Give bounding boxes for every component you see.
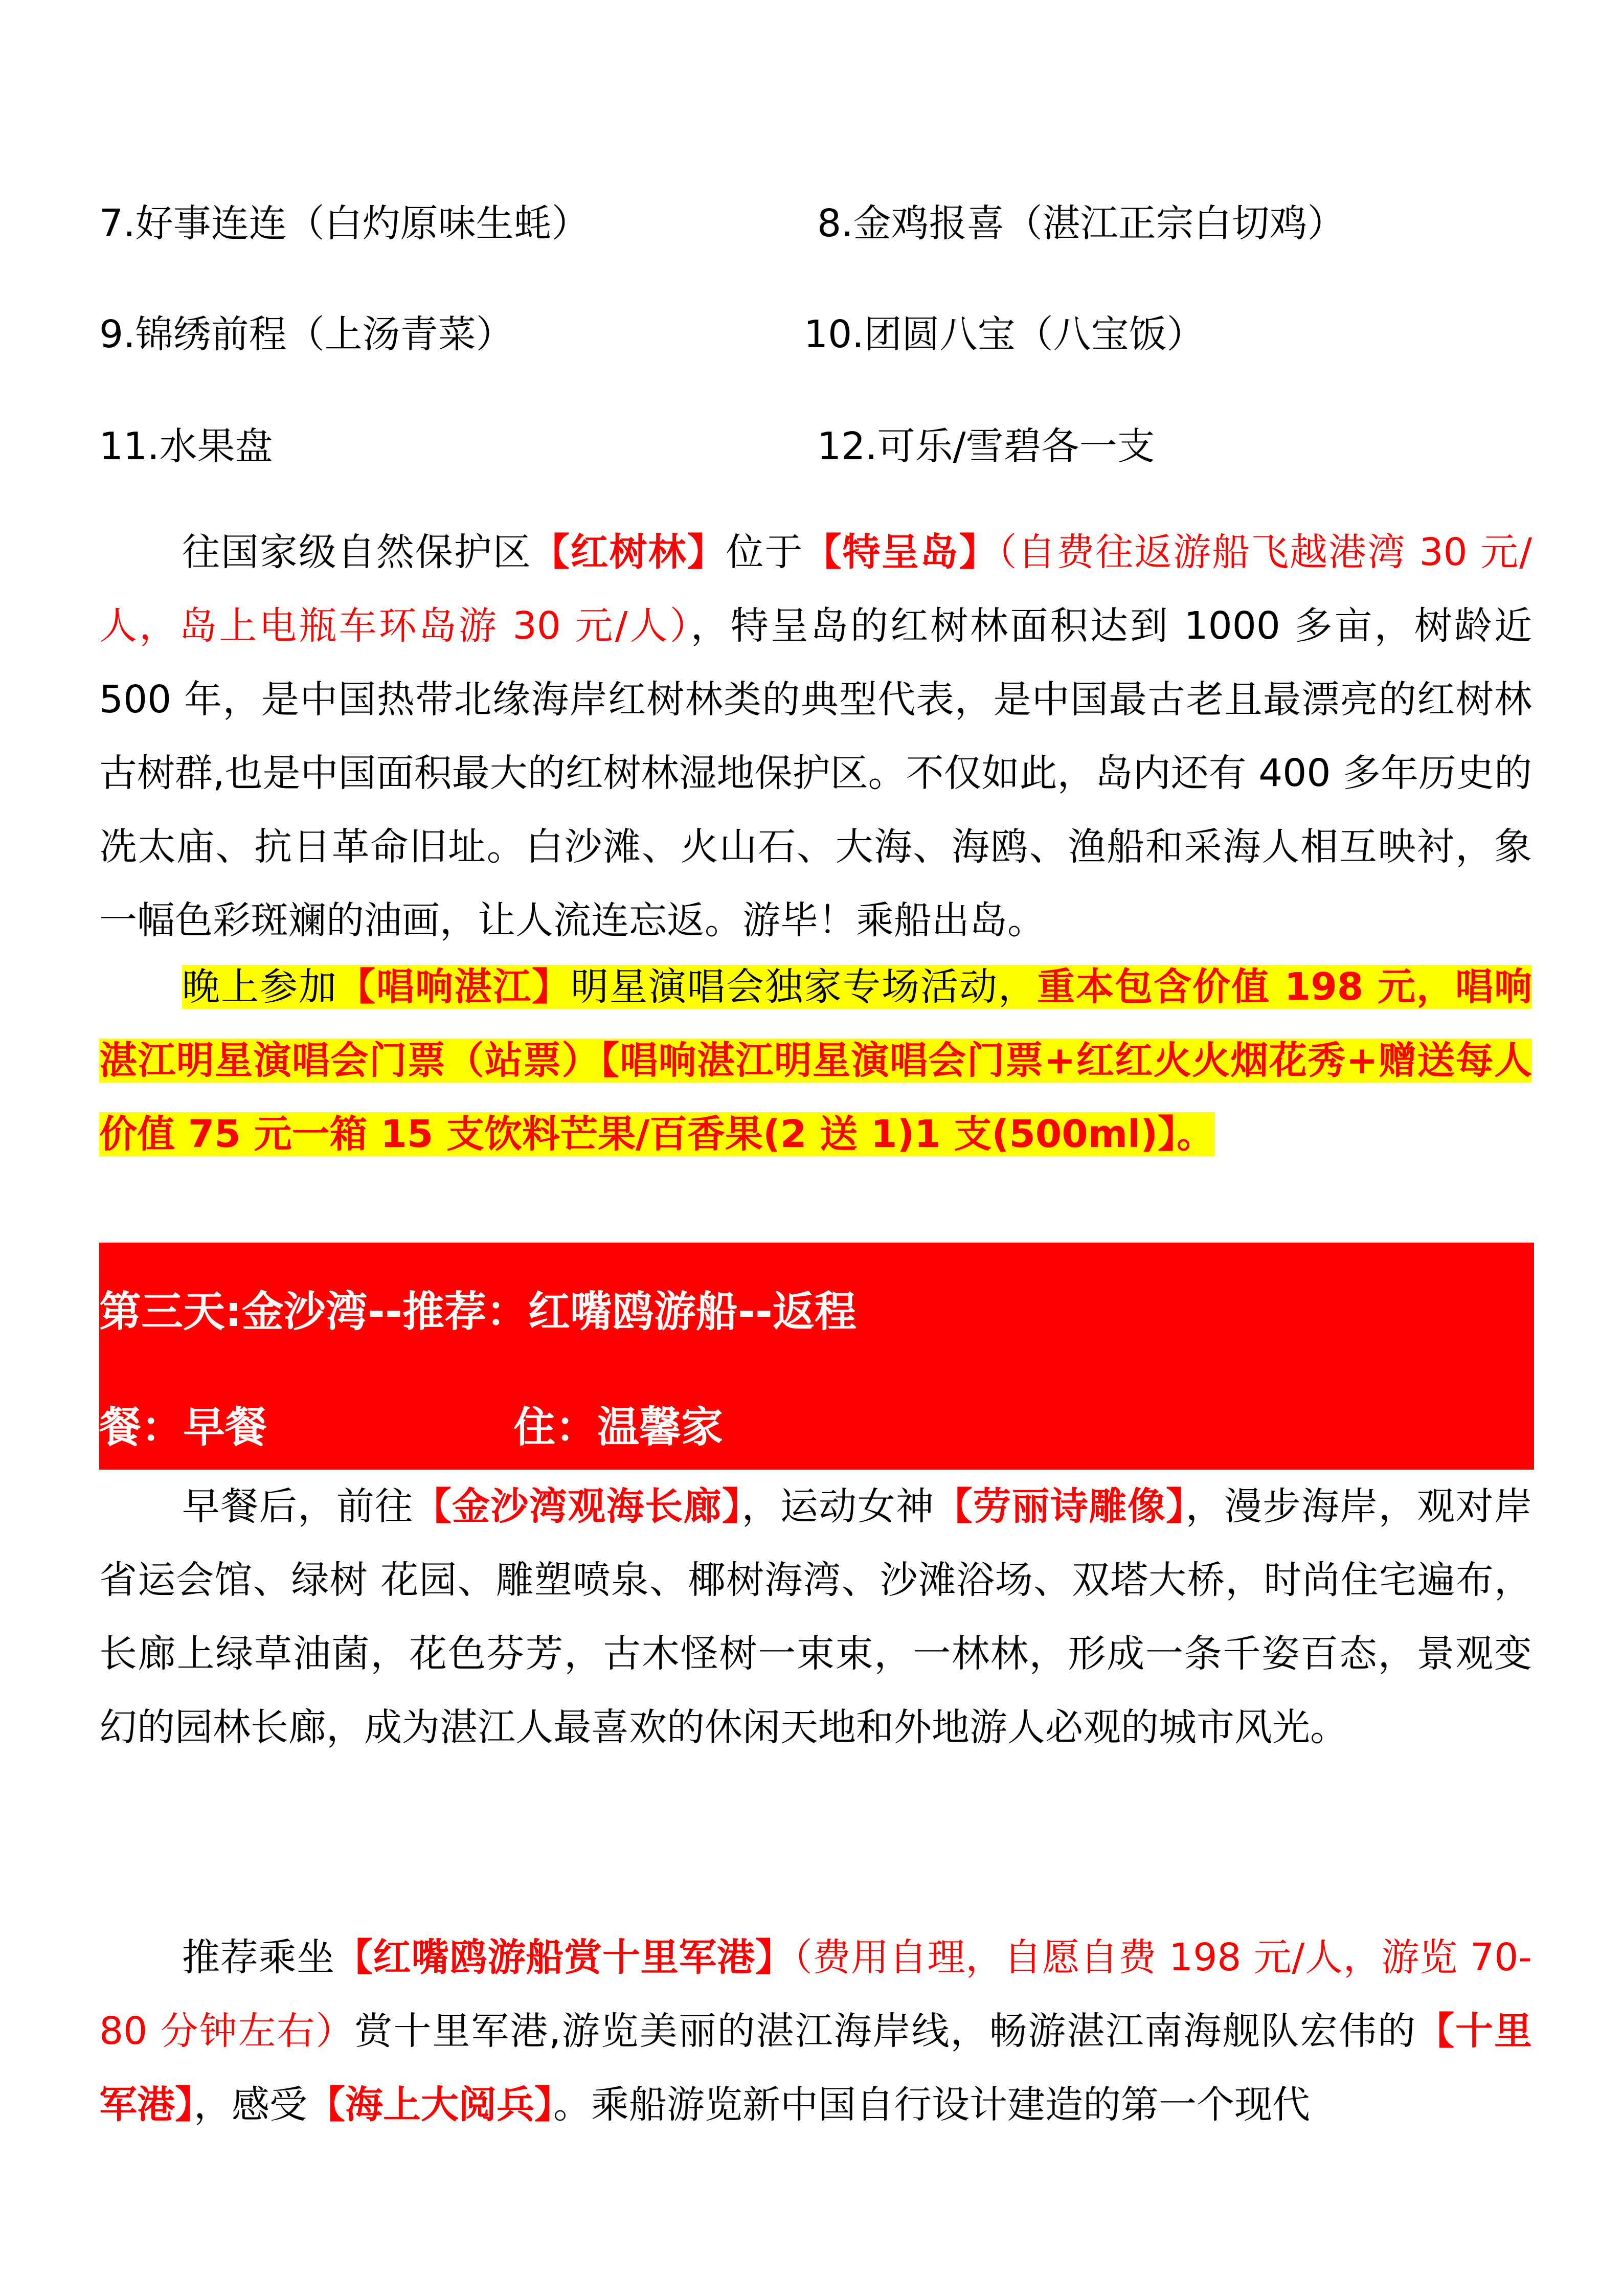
mangrove-located: 位于 [726,530,804,574]
jinshawan-intro: 早餐后，前往 [182,1484,414,1528]
mangrove-intro: 往国家级自然保护区 [182,530,532,574]
menu-item-11: 11.水果盘 [99,424,273,468]
cruise-fee-note: （费用自理，自愿自费 198 元/人，游览 70-80 分钟左右） [99,1935,1532,2053]
cruise-feel: ，感受 [194,2083,307,2127]
concert-package-note: 重本包含价值 198 元，唱响湛江明星演唱会门票（站票）【唱响湛江明星演唱会门票+红红火火烟花秀+赠送每人价值 75 元一箱 15 支饮料芒果/百香果(2 送 1)1 支(500ml)】。 [99,965,1532,1156]
jinshawan-description: ，漫步海岸，观对岸省运会馆、绿树 花园、雕塑喷泉、椰树海湾、沙滩浴场、双塔大桥，时尚住宅遍布，长廊上绿草油菌，花色芬芳，古木怪树一束束，一林林，形成一条千姿百态，景观变幻的园林长廊，成为湛江人最喜欢的休闲天地和外地游人必观的城市风光。 [99,1484,1532,1749]
day3-banner [99,1243,1534,1470]
day3-title: 第三天:金沙湾--推荐：红嘴鸥游船--返程 [99,1288,856,1336]
concert-desc: 明星演唱会独家专场活动， [571,965,1037,1009]
menu-item-12: 12.可乐/雪碧各一支 [817,424,1155,468]
jinshawan-keyword: 【金沙湾观海长廊】 [413,1484,742,1528]
evening-concert-paragraph [99,950,1532,1171]
mangrove-description: ，特呈岛的红树林面积达到 1000 多亩，树龄近 500 年，是中国热带北缘海岸红树林类的典型代表，是中国最古老且最漂亮的红树林古树群,也是中国面积最大的红树林湿地保护区。不仅如此，岛内还有 400 多年历史的冼太庙、抗日革命旧址。白沙滩、火山石、大海、海鸥、渔船和采海人相互映衬，象一幅色彩斑斓的油画，让人流连忘返。游毕！乘船出岛。 [99,604,1532,942]
cruise-tail: 。乘船游览新中国自行设计建造的第一个现代 [553,2083,1310,2127]
cruise-paragraph [99,1921,1532,2142]
jinshawan-goddess: ，运动女神 [741,1484,935,1528]
cruise-desc: 赏十里军港,游览美丽的湛江海岸线，畅游湛江南海舰队宏伟的 [354,2009,1417,2053]
cruise-keyword: 【红嘴鸥游船赏十里军港】 [334,1935,794,1979]
day3-meal: 餐：早餐 [99,1403,267,1452]
military-port-keyword: 【十里军港】 [99,2009,1532,2127]
concert-keyword: 【唱响湛江】 [337,965,571,1009]
menu-item-7: 7.好事连连（白灼原味生蚝） [99,201,590,245]
mangrove-fee-note: （自费往返游船飞越港湾 30 元/人，岛上电瓶车环岛游 30 元/人） [99,530,1532,648]
evening-intro: 晚上参加 [182,965,337,1009]
mangrove-paragraph [99,515,1532,957]
menu-item-8: 8.金鸡报喜（湛江正宗白切鸡） [817,201,1345,245]
menu-item-9: 9.锦绣前程（上汤青菜） [99,312,514,356]
naval-review-keyword: 【海上大阅兵】 [307,2083,553,2127]
cruise-intro: 推荐乘坐 [182,1935,335,1979]
techeng-island-keyword: 【特呈岛】 [803,530,998,574]
laolishi-statue-keyword: 【劳丽诗雕像】 [934,1484,1186,1528]
day3-stay: 住：温馨家 [513,1403,724,1452]
mangrove-keyword: 【红树林】 [531,530,726,574]
jinshawan-paragraph [99,1470,1532,1764]
menu-item-10: 10.团圆八宝（八宝饭） [804,312,1205,356]
